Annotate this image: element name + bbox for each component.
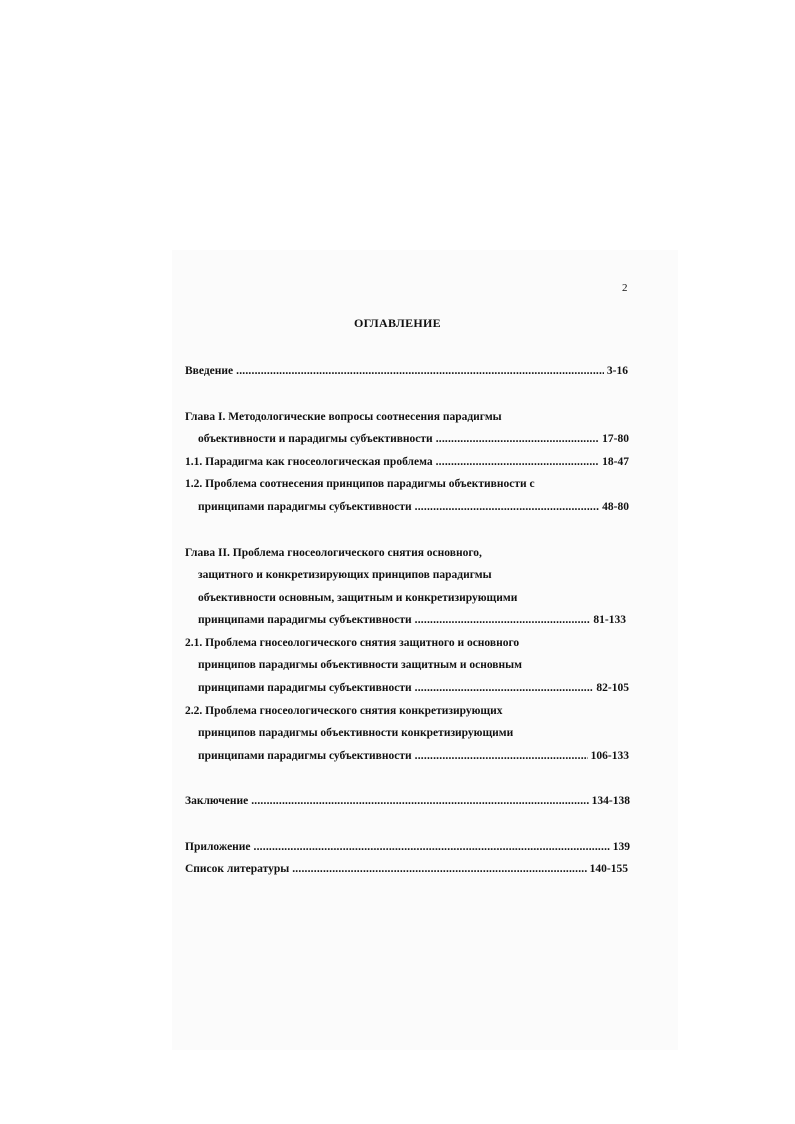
toc-entry-bibliography xyxy=(185,862,628,876)
toc-leader-dots xyxy=(254,840,610,854)
toc-entry-intro xyxy=(185,364,628,378)
toc-chapter2-line3: объективности основным, защитным и конкретизирующими xyxy=(198,592,518,604)
toc-entry-label: Приложение xyxy=(185,841,251,853)
toc-entry-conclusion xyxy=(185,794,630,808)
toc-entry-pages: 106-133 xyxy=(590,750,629,762)
toc-section-1-2-line1: 1.2. Проблема соотнесения принципов парадигмы объективности с xyxy=(185,478,535,490)
toc-entry-pages: 140-155 xyxy=(589,863,628,875)
toc-entry-pages: 48-80 xyxy=(602,501,629,513)
toc-entry-pages: 82-105 xyxy=(596,682,629,694)
toc-entry-section-2-1 xyxy=(198,681,629,695)
toc-entry-appendix xyxy=(185,840,630,854)
toc-leader-dots xyxy=(415,681,594,695)
toc-entry-label: принципами парадигмы субъективности xyxy=(198,682,412,694)
toc-chapter2-line1: Глава II. Проблема гносеологического снятия основного, xyxy=(185,547,482,559)
toc-entry-section-1-2 xyxy=(198,500,629,514)
toc-leader-dots xyxy=(292,862,586,876)
toc-section-2-1-line1: 2.1. Проблема гносеологического снятия защитного и основного xyxy=(185,637,520,649)
toc-entry-pages: 18-47 xyxy=(602,456,629,468)
toc-entry-pages: 134-138 xyxy=(591,795,630,807)
toc-leader-dots xyxy=(415,749,588,763)
toc-entry-label: 1.1. Парадигма как гносеологическая проблема xyxy=(185,456,433,468)
toc-chapter2-line2: защитного и конкретизирующих принципов парадигмы xyxy=(198,569,492,581)
page-number: 2 xyxy=(622,282,628,294)
toc-leader-dots xyxy=(415,500,600,514)
toc-entry-pages: 139 xyxy=(612,841,630,853)
toc-leader-dots xyxy=(436,432,599,446)
toc-entry-section-1-1 xyxy=(185,455,629,469)
toc-entry-label: Список литературы xyxy=(185,863,290,875)
toc-entry-label: Заключение xyxy=(185,795,249,807)
toc-entry-label: Введение xyxy=(185,365,234,377)
toc-section-2-2-line1: 2.2. Проблема гносеологического снятия конкретизирующих xyxy=(185,705,503,717)
toc-entry-pages: 3-16 xyxy=(606,365,628,377)
toc-entry-label: принципами парадигмы субъективности xyxy=(198,750,412,762)
toc-chapter1-line1: Глава I. Методологические вопросы соотнесения парадигмы xyxy=(185,411,502,423)
toc-entry-pages: 81-133 xyxy=(593,614,626,626)
toc-leader-dots xyxy=(436,455,600,469)
toc-entry-chapter1 xyxy=(198,432,629,446)
toc-entry-label: принципами парадигмы субъективности xyxy=(198,501,412,513)
toc-entry-label: принципами парадигмы субъективности xyxy=(198,614,412,626)
toc-leader-dots xyxy=(415,613,591,627)
toc-entry-section-2-2 xyxy=(198,749,629,763)
toc-section-2-1-line2: принципов парадигмы объективности защитным и основным xyxy=(198,659,522,671)
page-title: ОГЛАВЛЕНИЕ xyxy=(354,316,441,330)
toc-section-2-2-line2: принципов парадигмы объективности конкретизирующими xyxy=(198,727,514,739)
toc-leader-dots xyxy=(236,364,604,378)
toc-entry-label: объективности и парадигмы субъективности xyxy=(198,433,433,445)
toc-leader-dots xyxy=(251,794,588,808)
toc-entry-chapter2 xyxy=(198,613,626,627)
toc-entry-pages: 17-80 xyxy=(602,433,629,445)
